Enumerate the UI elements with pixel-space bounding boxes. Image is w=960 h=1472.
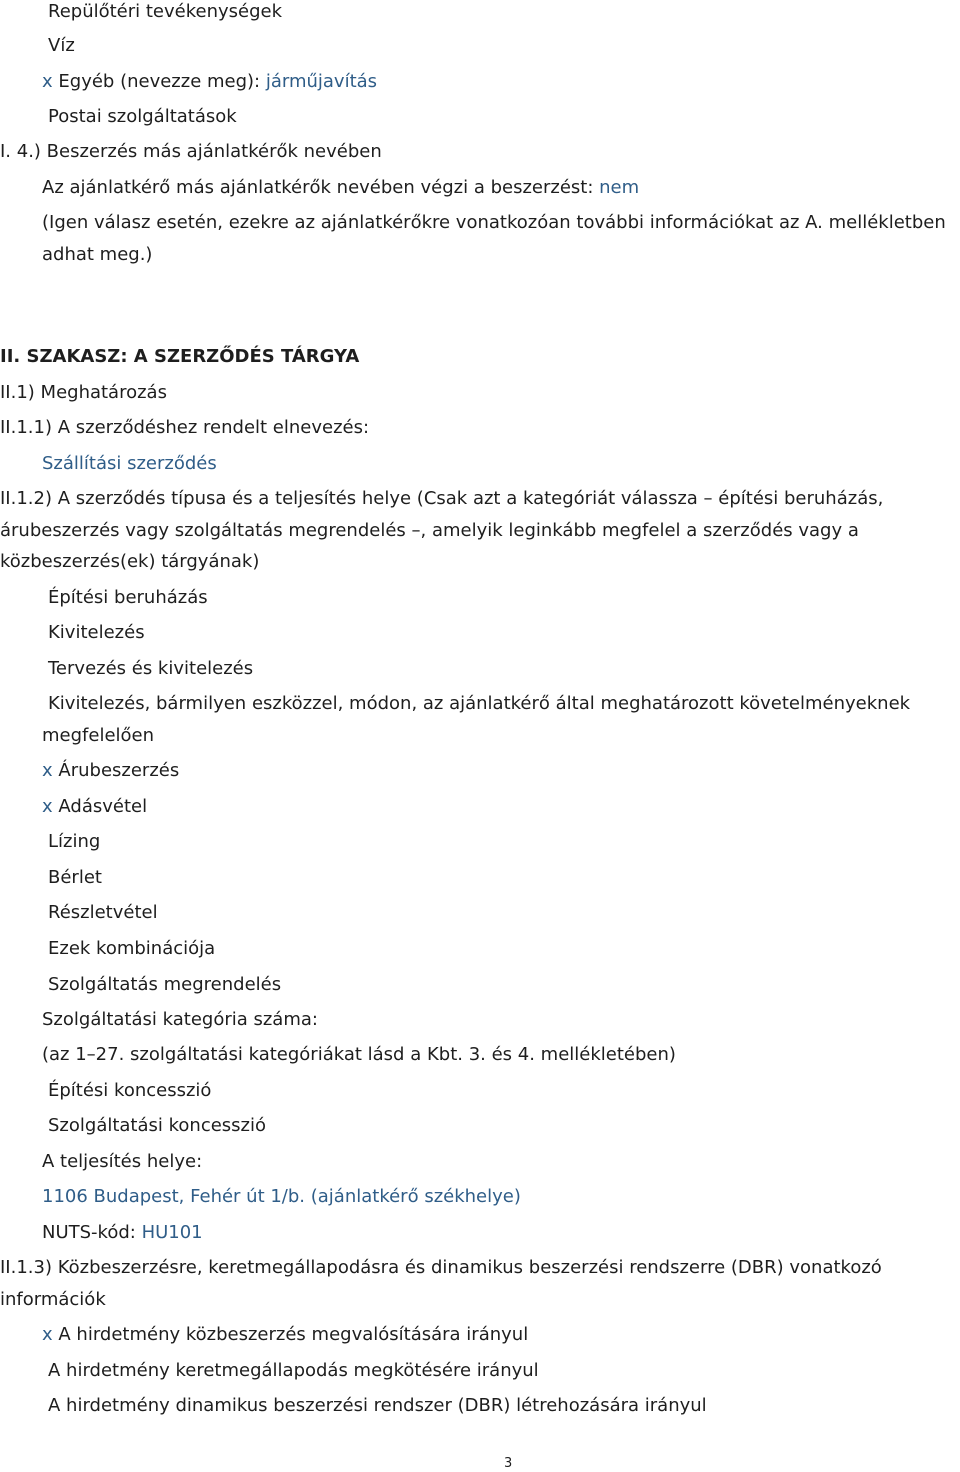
section-i4-question-text: Az ajánlatkérő más ajánlatkérők nevében végzi a beszerzést: (42, 177, 600, 198)
section-i4-note-line1: (Igen válasz esetén, ezekre az ajánlatkérőkre vonatkozóan további információkat az A. mellékletben (42, 212, 946, 233)
type-purchase (42, 795, 147, 819)
type-supplies (42, 759, 179, 783)
option-procurement (42, 1323, 528, 1347)
section-i4-answer: nem (599, 177, 640, 198)
item-water: Víz (48, 35, 75, 56)
check-mark: x (42, 1324, 53, 1345)
type-any-means-line2: megfelelően (42, 725, 155, 746)
place-value: 1106 Budapest, Fehér út 1/b. (ajánlatkérő székhelye) (42, 1186, 521, 1207)
item-other-value: járműjavítás (265, 71, 378, 92)
section-ii13-line2: információk (0, 1289, 106, 1310)
check-mark: x (42, 796, 53, 817)
nuts-code (42, 1221, 203, 1245)
section-ii11-label: II.1.1) A szerződéshez rendelt elnevezés: (0, 417, 370, 438)
type-rental: Bérlet (48, 867, 102, 888)
type-supplies-label: Árubeszerzés (58, 760, 180, 781)
nuts-label: NUTS-kód: (42, 1222, 142, 1243)
check-mark: x (42, 760, 53, 781)
type-service-category: Szolgáltatási kategória száma: (42, 1009, 318, 1030)
section-ii-title: II. SZAKASZ: A SZERZŐDÉS TÁRGYA (0, 346, 360, 367)
type-purchase-label: Adásvétel (58, 796, 148, 817)
section-i4-question (42, 176, 639, 200)
item-other (42, 70, 377, 94)
type-combination: Ezek kombinációja (48, 938, 216, 959)
section-ii12-line2: árubeszerzés vagy szolgáltatás megrendelés –, amelyik leginkább megfelel a szerződés vagy a (0, 520, 859, 541)
section-i4-heading: I. 4.) Beszerzés más ajánlatkérők nevében (0, 141, 382, 162)
type-any-means-line1: Kivitelezés, bármilyen eszközzel, módon, az ajánlatkérő által meghatározott követelményeknek (48, 693, 911, 714)
section-i4-note-line2: adhat meg.) (42, 244, 153, 265)
section-ii11-value: Szállítási szerződés (42, 453, 217, 474)
item-postal: Postai szolgáltatások (48, 106, 237, 127)
section-ii1: II.1) Meghatározás (0, 382, 167, 403)
item-other-label: Egyéb (nevezze meg): (58, 71, 266, 92)
type-services: Szolgáltatás megrendelés (48, 974, 282, 995)
section-ii12-line1: II.1.2) A szerződés típusa és a teljesítés helye (Csak azt a kategóriát válassza – építési beruházás, (0, 488, 884, 509)
type-works: Építési beruházás (48, 587, 208, 608)
page-number: 3 (504, 1456, 513, 1471)
type-service-category-note: (az 1–27. szolgáltatási kategóriákat lásd a Kbt. 3. és 4. mellékletében) (42, 1044, 676, 1065)
section-ii13-line1: II.1.3) Közbeszerzésre, keretmegállapodásra és dinamikus beszerzési rendszerre (DBR) vonatkozó (0, 1257, 882, 1278)
type-execution: Kivitelezés (48, 622, 145, 643)
type-leasing: Lízing (48, 831, 101, 852)
place-label: A teljesítés helye: (42, 1151, 203, 1172)
item-airport: Repülőtéri tevékenységek (48, 1, 283, 22)
option-framework: A hirdetmény keretmegállapodás megkötésére irányul (48, 1360, 539, 1381)
section-ii12-line3: közbeszerzés(ek) tárgyának) (0, 551, 260, 572)
option-dps: A hirdetmény dinamikus beszerzési rendszer (DBR) létrehozására irányul (48, 1395, 707, 1416)
type-service-concession: Szolgáltatási koncesszió (48, 1115, 267, 1136)
type-hire-purchase: Részletvétel (48, 902, 158, 923)
option-procurement-label: A hirdetmény közbeszerzés megvalósítására irányul (58, 1324, 529, 1345)
check-mark: x (42, 71, 53, 92)
type-works-concession: Építési koncesszió (48, 1080, 212, 1101)
type-design-execution: Tervezés és kivitelezés (48, 658, 254, 679)
nuts-value: HU101 (141, 1222, 203, 1243)
